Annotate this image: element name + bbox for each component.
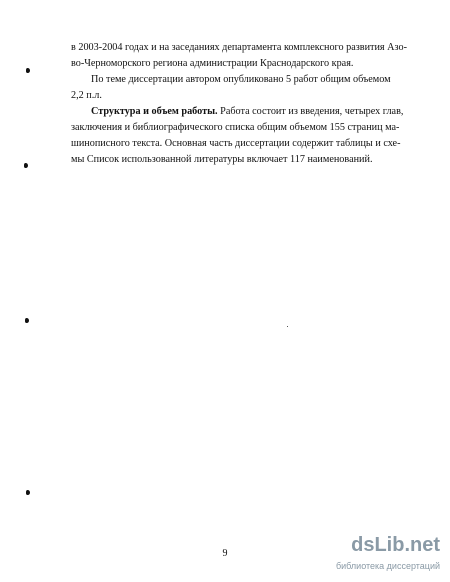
text-line: По теме диссертации автором опубликовано 5 работ общим объемом — [91, 74, 391, 85]
scan-speck — [25, 318, 29, 323]
scan-speck — [26, 490, 30, 495]
scan-speck — [26, 68, 30, 73]
text-span: Работа состоит из введения, четырех глав, — [217, 106, 404, 117]
text-line: в 2003-2004 годах и на заседаниях департамента комплексного развития Азо- — [71, 42, 407, 53]
scan-dot — [287, 326, 288, 327]
section-heading: Структура и объем работы. — [91, 106, 218, 117]
paragraph-publications — [71, 72, 411, 104]
watermark-subtitle: библиотека диссертаций — [335, 561, 440, 571]
paragraph-regional-development — [71, 40, 411, 72]
text-line: во-Черноморского региона администрации Краснодарского края. — [71, 58, 354, 69]
text-line: 2,2 п.л. — [71, 90, 102, 101]
watermark-logo: dsLib.net — [351, 534, 440, 556]
text-line: заключения и библиографического списка общим объемом 155 страниц ма- — [71, 122, 400, 133]
text-line — [71, 104, 411, 120]
scan-speck — [24, 163, 28, 168]
text-line: мы Список использованной литературы включает 117 наименований. — [71, 154, 373, 165]
paragraph-structure — [71, 104, 411, 168]
watermark — [324, 534, 442, 576]
page-number: 9 — [222, 548, 228, 559]
text-line: шинописного текста. Основная часть диссертации содержит таблицы и схе- — [71, 138, 401, 149]
